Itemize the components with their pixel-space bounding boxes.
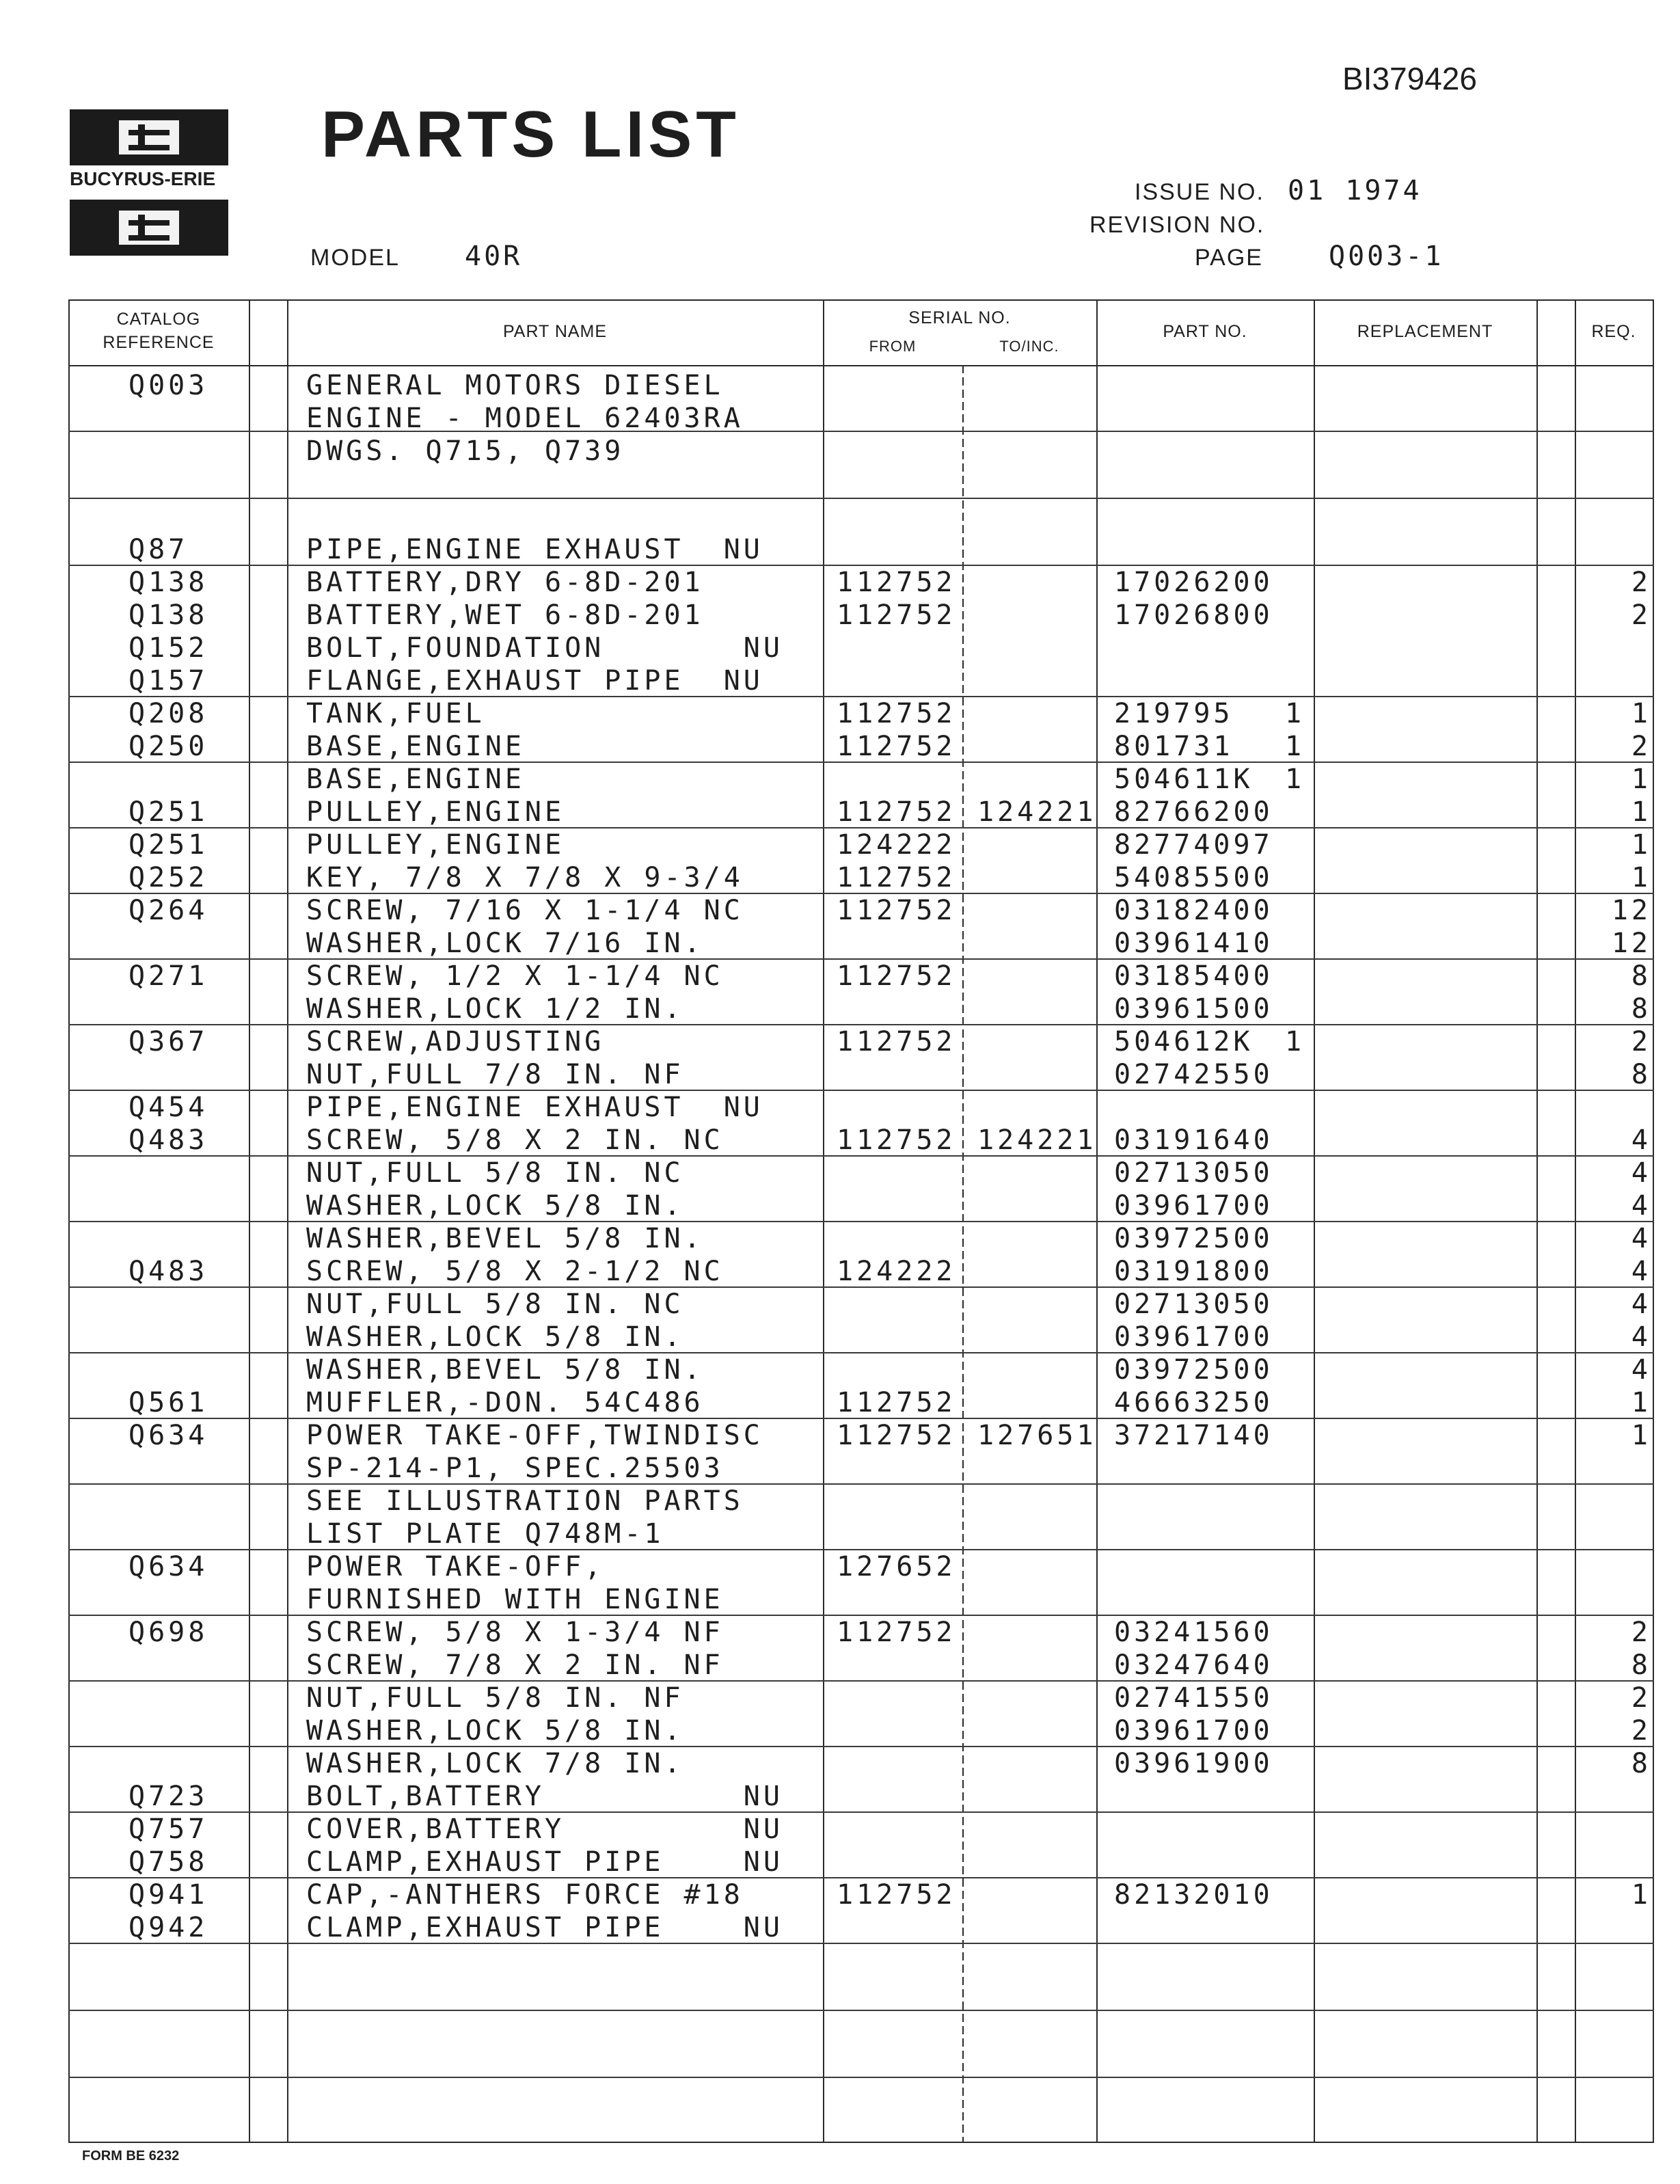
required-qty: 4 [1631,1124,1651,1156]
catalog-ref: Q723 [128,1781,208,1812]
catalog-ref: Q264 [128,895,208,926]
row-divider [68,2010,1654,2011]
required-qty: 2 [1631,1617,1651,1648]
page-label: PAGE [1195,245,1263,271]
required-qty: 8 [1631,1748,1651,1779]
catalog-ref: Q003 [128,370,208,401]
col-header-from: FROM [869,338,917,355]
part-name: POWER TAKE-OFF, [306,1551,605,1582]
required-qty: 8 [1631,1059,1651,1090]
required-qty: 1 [1631,1420,1651,1451]
col-header-replacement: REPLACEMENT [1357,322,1493,341]
part-name: PULLEY,ENGINE [306,796,565,828]
col-header-to: TO/INC. [999,338,1059,355]
part-name: MUFFLER,-DON. 54C486 [306,1387,704,1418]
required-qty: 4 [1631,1190,1651,1222]
serial-from: 112752 [837,1617,956,1648]
serial-from: 112752 [837,1026,956,1057]
catalog-ref: Q698 [128,1617,208,1648]
part-number: 219795 [1114,698,1234,729]
required-qty: 4 [1631,1354,1651,1386]
col-header-part-name: PART NAME [502,322,608,341]
catalog-ref: Q483 [128,1124,208,1156]
catalog-ref: Q208 [128,698,208,729]
catalog-ref: Q271 [128,960,208,992]
part-number: 03182400 [1114,895,1273,926]
required-qty: 2 [1631,731,1651,762]
part-qty: 1 [1285,698,1305,729]
catalog-ref: Q250 [128,731,208,762]
catalog-ref: Q87 [128,534,189,565]
part-name: CLAMP,EXHAUST PIPE NU [306,1912,783,1943]
part-name: SP-214-P1, SPEC.25503 [306,1453,724,1484]
serial-from: 127652 [837,1551,956,1582]
serial-from: 112752 [837,599,956,631]
part-number: 46663250 [1114,1387,1273,1418]
serial-from: 112752 [837,862,956,893]
required-qty: 4 [1631,1289,1651,1320]
part-number: 03961500 [1114,993,1273,1025]
part-name: SCREW, 7/16 X 1-1/4 NC [306,895,744,926]
part-name: CAP,-ANTHERS FORCE #18 [306,1879,744,1911]
page-value: Q003-1 [1329,241,1444,272]
part-name: WASHER,LOCK 5/8 IN. [306,1190,684,1222]
serial-to: 127651 [977,1420,1097,1451]
required-qty: 8 [1631,1649,1651,1681]
required-qty: 2 [1631,1715,1651,1747]
part-name: LIST PLATE Q748M-1 [306,1518,664,1550]
col-header-part-no: PART NO. [1163,322,1247,341]
part-name: NUT,FULL 5/8 IN. NC [306,1157,684,1189]
part-name: DWGS. Q715, Q739 [306,435,625,467]
part-number: 82132010 [1114,1879,1273,1911]
part-name: WASHER,LOCK 7/8 IN. [306,1748,684,1779]
part-name: WASHER,LOCK 5/8 IN. [306,1321,684,1353]
part-qty: 1 [1285,731,1305,762]
part-number: 03241560 [1114,1617,1273,1648]
catalog-ref: Q758 [128,1846,208,1878]
serial-from: 112752 [837,960,956,992]
col-header-serial: SERIAL NO. [908,308,1011,327]
part-number: 17026200 [1114,567,1273,598]
required-qty: 4 [1631,1321,1651,1353]
row-divider [68,2077,1654,2078]
required-qty: 1 [1631,698,1651,729]
required-qty: 4 [1631,1223,1651,1254]
part-number: 02742550 [1114,1059,1273,1090]
serial-from: 112752 [837,796,956,828]
issue-label: ISSUE NO. [1135,179,1264,205]
part-name: SCREW, 5/8 X 1-3/4 NF [306,1617,724,1648]
part-name: GENERAL MOTORS DIESEL [306,370,724,401]
model-value: 40R [465,241,523,272]
part-name: WASHER,LOCK 1/2 IN. [306,993,684,1025]
part-number: 03972500 [1114,1223,1273,1254]
catalog-ref: Q454 [128,1092,208,1123]
part-name: SCREW, 5/8 X 2-1/2 NC [306,1256,724,1287]
required-qty: 1 [1631,862,1651,893]
part-number: 03961700 [1114,1190,1273,1222]
part-name: FLANGE,EXHAUST PIPE NU [306,665,763,697]
document-id: BI379426 [1342,61,1477,96]
required-qty: 4 [1631,1157,1651,1189]
serial-from: 112752 [837,698,956,729]
catalog-ref: Q252 [128,862,208,893]
serial-to: 124221 [977,1124,1097,1156]
part-name: FURNISHED WITH ENGINE [306,1584,724,1615]
required-qty: 4 [1631,1256,1651,1287]
part-qty: 1 [1285,1026,1305,1057]
part-number: 03961700 [1114,1321,1273,1353]
part-number: 03191800 [1114,1256,1273,1287]
part-name: NUT,FULL 5/8 IN. NC [306,1289,684,1320]
part-name: BATTERY,DRY 6-8D-201 [306,567,704,598]
part-name: WASHER,LOCK 7/16 IN. [306,928,704,959]
required-qty: 1 [1631,796,1651,828]
catalog-ref: Q941 [128,1879,208,1911]
required-qty: 1 [1631,829,1651,861]
part-number: 03247640 [1114,1649,1273,1681]
catalog-ref: Q251 [128,829,208,861]
revision-label: REVISION NO. [1089,212,1265,238]
part-name: COVER,BATTERY NU [306,1814,783,1845]
serial-to: 124221 [977,796,1097,828]
part-number: 03961900 [1114,1748,1273,1779]
part-name: CLAMP,EXHAUST PIPE NU [306,1846,783,1878]
part-number: 37217140 [1114,1420,1273,1451]
required-qty: 2 [1631,599,1651,631]
part-number: 03961410 [1114,928,1273,959]
col-header-catalog: CATALOG REFERENCE [103,310,215,352]
row-divider [68,498,1654,499]
part-name: PULLEY,ENGINE [306,829,565,861]
bucyrus-erie-logo-secondary [70,200,228,256]
bucyrus-erie-logo [70,109,228,165]
serial-from: 112752 [837,731,956,762]
catalog-ref: Q138 [128,599,208,631]
catalog-ref: Q483 [128,1256,208,1287]
catalog-ref: Q634 [128,1420,208,1451]
part-number: 02713050 [1114,1157,1273,1189]
required-qty: 2 [1631,1026,1651,1057]
catalog-ref: Q942 [128,1912,208,1943]
serial-from: 112752 [837,1387,956,1418]
serial-from: 124222 [837,1256,956,1287]
catalog-ref: Q157 [128,665,208,697]
part-name: WASHER,LOCK 5/8 IN. [306,1715,684,1747]
part-name: TANK,FUEL [306,698,485,729]
part-name: BATTERY,WET 6-8D-201 [306,599,704,631]
part-name: SCREW, 5/8 X 2 IN. NC [306,1124,724,1156]
part-number: 02741550 [1114,1682,1273,1714]
part-name: WASHER,BEVEL 5/8 IN. [306,1223,704,1254]
part-name: NUT,FULL 7/8 IN. NF [306,1059,684,1090]
part-number: 504611K [1114,764,1254,795]
part-qty: 1 [1285,764,1305,795]
part-name: NUT,FULL 5/8 IN. NF [306,1682,684,1714]
part-name: PIPE,ENGINE EXHAUST NU [306,534,763,565]
part-name: BASE,ENGINE [306,731,525,762]
part-number: 03191640 [1114,1124,1273,1156]
model-label: MODEL [310,245,400,271]
required-qty: 2 [1631,567,1651,598]
part-number: 03185400 [1114,960,1273,992]
part-number: 82766200 [1114,796,1273,828]
part-number: 82774097 [1114,829,1273,861]
part-name: PIPE,ENGINE EXHAUST NU [306,1092,763,1123]
catalog-ref: Q561 [128,1387,208,1418]
required-qty: 1 [1631,1879,1651,1911]
serial-from: 112752 [837,1420,956,1451]
catalog-ref: Q757 [128,1814,208,1845]
catalog-ref: Q634 [128,1551,208,1582]
part-name: BOLT,FOUNDATION NU [306,632,783,664]
part-name: BOLT,BATTERY NU [306,1781,783,1812]
part-name: KEY, 7/8 X 7/8 X 9-3/4 [306,862,744,893]
part-number: 504612K [1114,1026,1254,1057]
serial-from: 112752 [837,1124,956,1156]
part-number: 03961700 [1114,1715,1273,1747]
required-qty: 12 [1611,928,1651,959]
brand-name: BUCYRUS-ERIE [70,168,216,189]
part-name: SCREW, 7/8 X 2 IN. NF [306,1649,724,1681]
serial-from: 124222 [837,829,956,861]
part-name: SCREW, 1/2 X 1-1/4 NC [306,960,724,992]
required-qty: 1 [1631,764,1651,795]
part-name: SCREW,ADJUSTING [306,1026,605,1057]
part-name: WASHER,BEVEL 5/8 IN. [306,1354,704,1386]
catalog-ref: Q138 [128,567,208,598]
catalog-ref: Q251 [128,796,208,828]
catalog-ref: Q152 [128,632,208,664]
serial-from: 112752 [837,895,956,926]
required-qty: 8 [1631,960,1651,992]
required-qty: 12 [1611,895,1651,926]
required-qty: 8 [1631,993,1651,1025]
issue-value: 01 1974 [1288,175,1422,206]
part-name: SEE ILLUSTRATION PARTS [306,1485,744,1517]
part-name: BASE,ENGINE [306,764,525,795]
part-name: POWER TAKE-OFF,TWINDISC [306,1420,763,1451]
form-number: FORM BE 6232 [82,2148,180,2163]
part-number: 801731 [1114,731,1234,762]
catalog-ref: Q367 [128,1026,208,1057]
required-qty: 2 [1631,1682,1651,1714]
serial-from: 112752 [837,1879,956,1911]
page-title: PARTS LIST [321,98,740,171]
part-number: 02713050 [1114,1289,1273,1320]
part-number: 03972500 [1114,1354,1273,1386]
col-header-req: REQ. [1591,322,1636,341]
serial-from: 112752 [837,567,956,598]
part-name: ENGINE - MODEL 62403RA [306,403,744,434]
part-number: 17026800 [1114,599,1273,631]
part-number: 54085500 [1114,862,1273,893]
required-qty: 1 [1631,1387,1651,1418]
